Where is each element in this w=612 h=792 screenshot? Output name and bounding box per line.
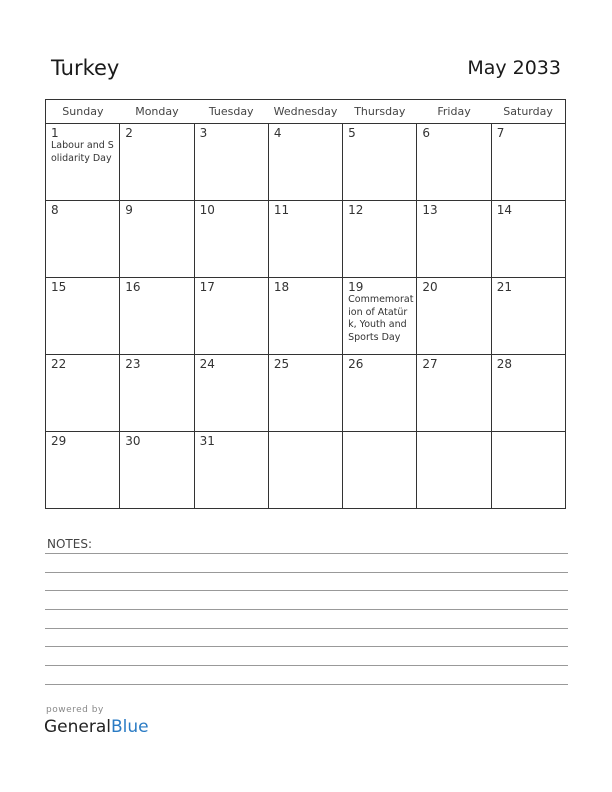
- day-cell: [343, 432, 417, 509]
- day-cell: [120, 278, 194, 355]
- notes-label: NOTES:: [47, 537, 92, 551]
- day-cell: [120, 124, 194, 201]
- day-cell: [268, 124, 342, 201]
- note-line: [45, 628, 568, 629]
- day-cell: [268, 201, 342, 278]
- day-cell: [120, 201, 194, 278]
- day-number: 6: [422, 126, 431, 140]
- day-number: 20: [422, 280, 438, 294]
- powered-by-text: powered by: [46, 705, 104, 715]
- day-number: 4: [273, 126, 282, 140]
- note-line: [45, 572, 568, 573]
- day-cell: [417, 201, 491, 278]
- day-number: 22: [51, 357, 67, 371]
- note-line: [45, 684, 568, 685]
- calendar-grid: [45, 99, 566, 509]
- day-cell: [343, 355, 417, 432]
- day-number: 11: [273, 203, 290, 217]
- day-number: 10: [199, 203, 215, 217]
- weekday-sunday: Sunday: [46, 100, 120, 124]
- day-cell: [120, 355, 194, 432]
- day-number: 29: [51, 434, 67, 448]
- day-number: 26: [348, 357, 364, 371]
- day-number: 23: [125, 357, 141, 371]
- weekday-monday: Monday: [120, 100, 194, 124]
- day-number: 27: [422, 357, 438, 371]
- note-line: [45, 553, 568, 554]
- day-cell: [194, 432, 268, 509]
- day-number: 21: [496, 280, 512, 294]
- day-cell: [417, 432, 491, 509]
- day-number: 16: [125, 280, 141, 294]
- day-cell: [417, 124, 491, 201]
- day-number: 28: [496, 357, 512, 371]
- day-cell: [268, 278, 342, 355]
- day-number: 19: [348, 280, 364, 294]
- week-row: [46, 355, 566, 432]
- day-cell: [46, 124, 120, 201]
- country-title: Turkey: [51, 56, 120, 80]
- day-cell: [194, 278, 268, 355]
- brand-blue: Blue: [111, 717, 149, 737]
- day-number: 14: [496, 203, 512, 217]
- weekday-wednesday: Wednesday: [268, 100, 342, 124]
- week-row: [46, 124, 566, 201]
- week-row: [46, 432, 566, 509]
- weekday-saturday: Saturday: [491, 100, 565, 124]
- holiday-label: Commemoration of Atatürk, Youth and Sports Day: [348, 294, 414, 343]
- day-cell: [194, 355, 268, 432]
- day-cell: [343, 201, 417, 278]
- note-line: [45, 665, 568, 666]
- day-number: 9: [125, 203, 133, 217]
- day-cell: [491, 278, 565, 355]
- day-number: 31: [199, 434, 215, 448]
- day-cell: [491, 355, 565, 432]
- day-cell: [194, 124, 268, 201]
- day-number: 25: [273, 357, 290, 371]
- day-cell: [491, 432, 565, 509]
- brand-logo: [44, 717, 149, 737]
- brand-general: General: [44, 717, 111, 737]
- week-row: [46, 201, 566, 278]
- day-number: 15: [51, 280, 67, 294]
- day-cell: [491, 201, 565, 278]
- day-cell: [343, 124, 417, 201]
- day-cell: [268, 355, 342, 432]
- day-number: 13: [422, 203, 438, 217]
- holiday-label: Labour and Solidarity Day: [51, 140, 114, 164]
- day-number: 2: [125, 126, 133, 140]
- day-number: 24: [199, 357, 215, 371]
- weekday-friday: Friday: [417, 100, 491, 124]
- day-number: 5: [348, 126, 356, 140]
- day-cell: [268, 432, 342, 509]
- day-number: 1: [51, 126, 59, 140]
- weekday-header-row: [46, 100, 566, 124]
- day-cell: [46, 432, 120, 509]
- week-row: [46, 278, 566, 355]
- month-title: May 2033: [467, 57, 561, 79]
- day-number: 18: [273, 280, 290, 294]
- day-number: 7: [496, 126, 505, 140]
- note-line: [45, 609, 568, 610]
- day-cell: [417, 278, 491, 355]
- day-cell: [46, 355, 120, 432]
- day-cell: [194, 201, 268, 278]
- note-line: [45, 590, 568, 591]
- day-cell: [46, 278, 120, 355]
- day-number: 8: [51, 203, 59, 217]
- day-cell: [46, 201, 120, 278]
- day-cell: [343, 278, 417, 355]
- day-number: 3: [199, 126, 208, 140]
- weekday-thursday: Thursday: [343, 100, 417, 124]
- day-number: 17: [199, 280, 215, 294]
- note-line: [45, 646, 568, 647]
- day-number: 30: [125, 434, 141, 448]
- day-cell: [417, 355, 491, 432]
- day-cell: [120, 432, 194, 509]
- day-cell: [491, 124, 565, 201]
- day-number: 12: [348, 203, 364, 217]
- weekday-tuesday: Tuesday: [194, 100, 268, 124]
